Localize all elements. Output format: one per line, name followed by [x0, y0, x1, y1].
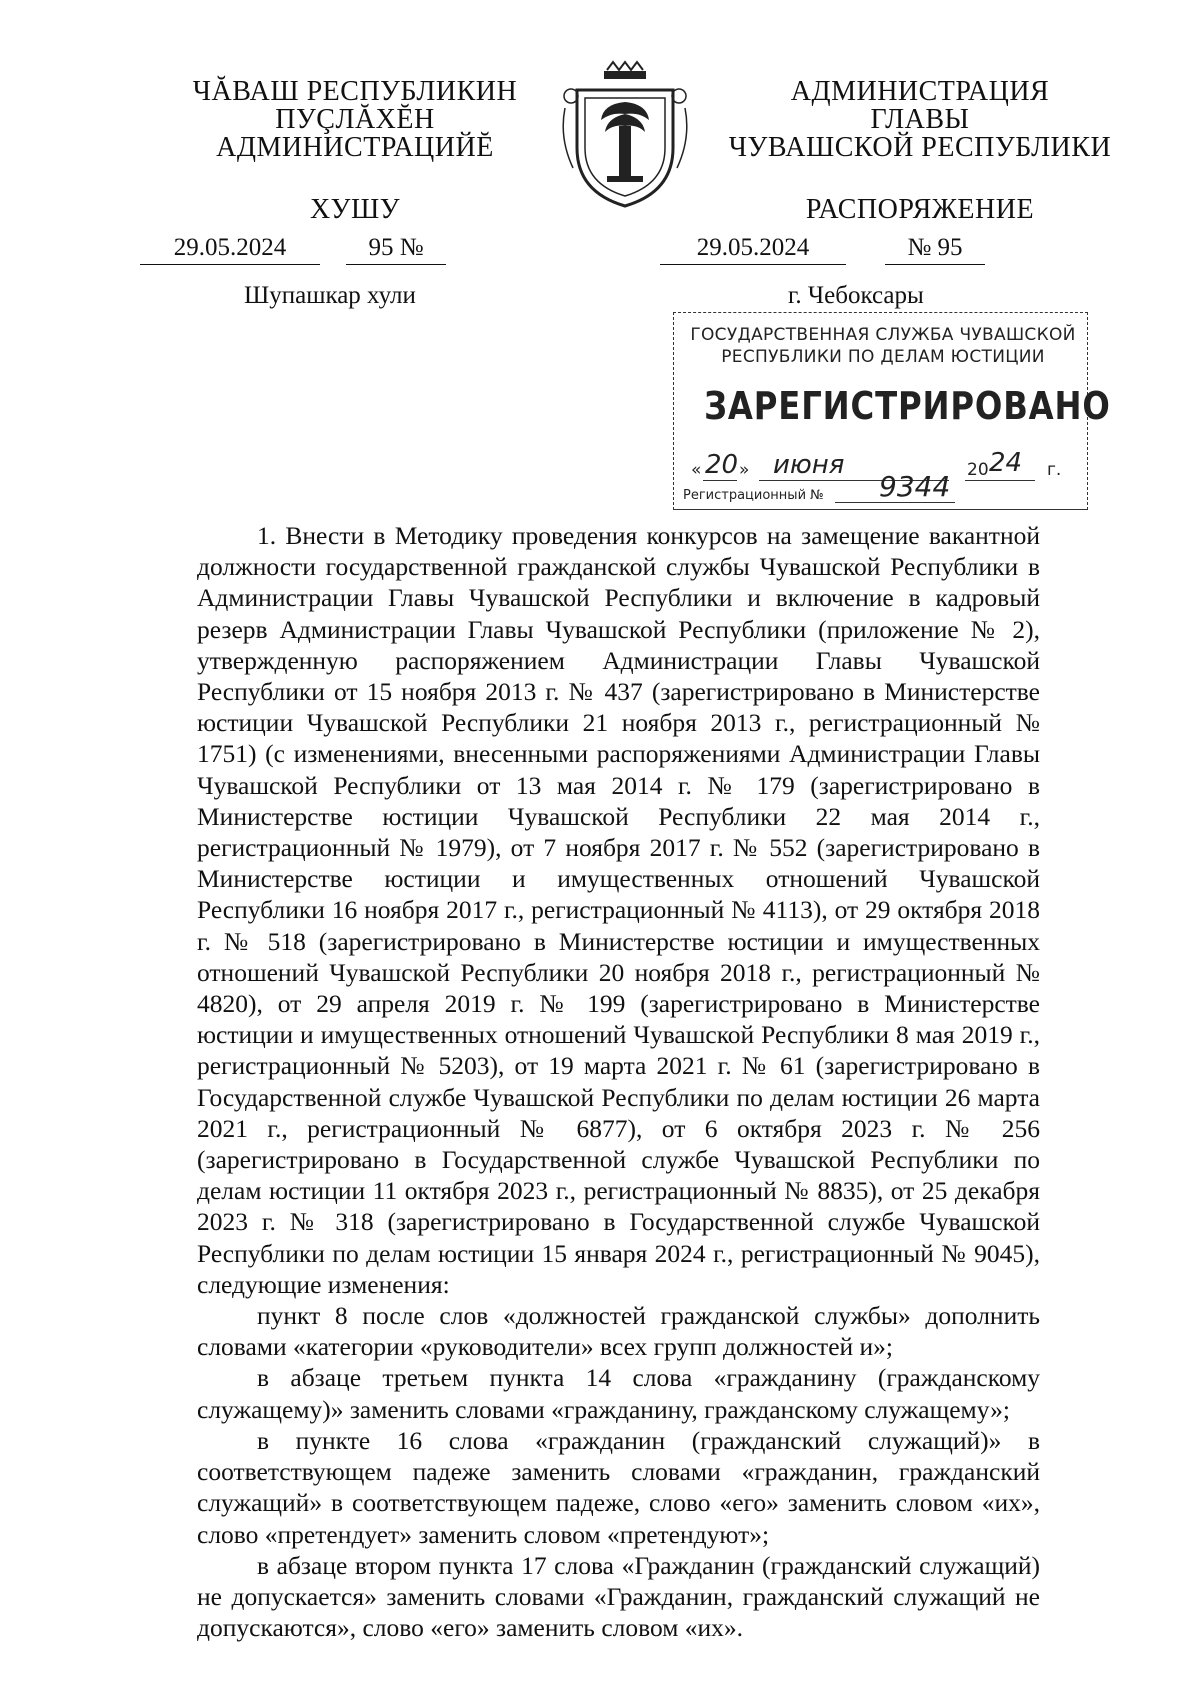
emblem-icon — [555, 56, 695, 214]
date-russian: 29.05.2024 — [660, 234, 846, 265]
stamp-year-prefix: 20 — [967, 460, 989, 480]
stamp-reg-label: Регистрационный № — [683, 488, 824, 503]
body-paragraph-2: пункт 8 после слов «должностей гражданской службы» дополнить словами «категории «руководители» всех групп должностей и»; — [197, 1301, 1040, 1362]
stamp-frame-top — [673, 312, 1088, 313]
stamp-year-suffix: 24 — [989, 448, 1023, 478]
stamp-org-line-1: ГОСУДАРСТВЕННАЯ СЛУЖБА ЧУВАШСКОЙ — [690, 325, 1076, 345]
doc-type-chuvash: ХУШУ — [309, 194, 401, 225]
stamp-day: 20 — [705, 450, 739, 480]
stamp-day-underline — [703, 480, 737, 481]
document-body — [197, 520, 1040, 1643]
body-paragraph-4: в пункте 16 слова «гражданин (гражданский служащий)» в соответствующем падеже заменить словами «гражданин, гражданский служащий» в соответствующем падеже, слово «его» заменить словом «их», слово «претендует» заменить словом «претендуют»; — [197, 1425, 1040, 1549]
stamp-quote-close: » — [739, 460, 750, 480]
stamp-month: июня — [773, 450, 845, 480]
stamp-org — [683, 324, 1083, 368]
emblem-chuvash-republic — [555, 56, 695, 214]
stamp-year-unit: г. — [1047, 460, 1062, 480]
org-name-chuvash-line-1: ЧĂВАШ РЕСПУБЛИКИН — [192, 76, 518, 107]
header-left — [150, 78, 560, 226]
org-name-russian-line-1: АДМИНИСТРАЦИЯ — [790, 76, 1050, 107]
header-right — [700, 78, 1140, 226]
org-name-chuvash-line-3: АДМИНИСТРАЦИЙĔ — [216, 132, 494, 163]
stamp-reg-number: 9344 — [879, 470, 951, 503]
stamp-reg-underline — [835, 502, 955, 503]
stamp-year-underline — [965, 480, 1035, 481]
stamp-title: ЗАРЕГИСТРИРОВАНО — [704, 384, 1111, 428]
org-name-chuvash-line-2: ПУÇЛĂХĔН — [275, 104, 435, 135]
date-chuvash: 29.05.2024 — [140, 234, 320, 265]
body-paragraph-5: в абзаце втором пункта 17 слова «Гражданин (гражданский служащий) не допускается» заменить словами «Гражданин, гражданский служащий не допускаются», слово «его» заменить словом «их». — [197, 1550, 1040, 1643]
stamp-quote-open: « — [691, 460, 702, 480]
city-chuvash: Шупашкар хули — [244, 282, 416, 309]
org-name-russian-line-2: ГЛАВЫ — [870, 104, 970, 135]
body-paragraph-3: в абзаце третьем пункта 14 слова «гражданину (гражданскому служащему)» заменить словами «гражданину, гражданскому служащему»; — [197, 1363, 1040, 1424]
number-chuvash: 95 № — [346, 234, 446, 265]
number-russian: № 95 — [885, 234, 985, 265]
stamp-org-line-2: РЕСПУБЛИКИ ПО ДЕЛАМ ЮСТИЦИИ — [721, 347, 1045, 367]
body-paragraph-1: 1. Внести в Методику проведения конкурсов на замещение вакантной должности государственной гражданской службы Чувашской Республики в Администрации Главы Чувашской Республики и включение в кадровый резерв Администрации Главы Чувашской Республики (приложение № 2), утвержденную распоряжением Администрации Главы Чувашской Республики от 15 ноября 2013 г. № 437 (зарегистрировано в Министерстве юстиции Чувашской Республики 21 ноября 2013 г., регистрационный № 1751) (с изменениями, внесенными распоряжениями Администрации Главы Чувашской Республики от 13 мая 2014 г. № 179 (зарегистрировано в Министерстве юстиции Чувашской Республики 22 мая 2014 г., регистрационный № 1979), от 7 ноября 2017 г. № 552 (зарегистрировано в Министерстве юстиции и имущественных отношений Чувашской Республики 16 ноября 2017 г., регистрационный № 4113), от 29 октября 2018 г. № 518 (зарегистрировано в Министерстве юстиции и имущественных отношений Чувашской Республики 20 ноября 2018 г., регистрационный № 4820), от 29 апреля 2019 г. № 199 (зарегистрировано в Министерстве юстиции и имущественных отношений Чувашской Республики 8 мая 2019 г., регистрационный № 5203), от 19 марта 2021 г. № 61 (зарегистрировано в Государственной службе Чувашской Республики по делам юстиции 26 марта 2021 г., регистрационный № 6877), от 6 октября 2023 г. № 256 (зарегистрировано в Государственной службе Чувашской Республики по делам юстиции 11 октября 2023 г., регистрационный № 8835), от 25 декабря 2023 г. № 318 (зарегистрировано в Государственной службе Чувашской Республики по делам юстиции 15 января 2024 г., регистрационный № 9045), следующие изменения: — [197, 521, 1040, 1299]
stamp-frame-left — [673, 312, 674, 510]
registration-stamp — [673, 312, 1111, 510]
org-name-russian-line-3: ЧУВАШСКОЙ РЕСПУБЛИКИ — [728, 132, 1112, 163]
city-russian: г. Чебоксары — [788, 282, 924, 309]
doc-type-russian: РАСПОРЯЖЕНИЕ — [805, 194, 1035, 225]
